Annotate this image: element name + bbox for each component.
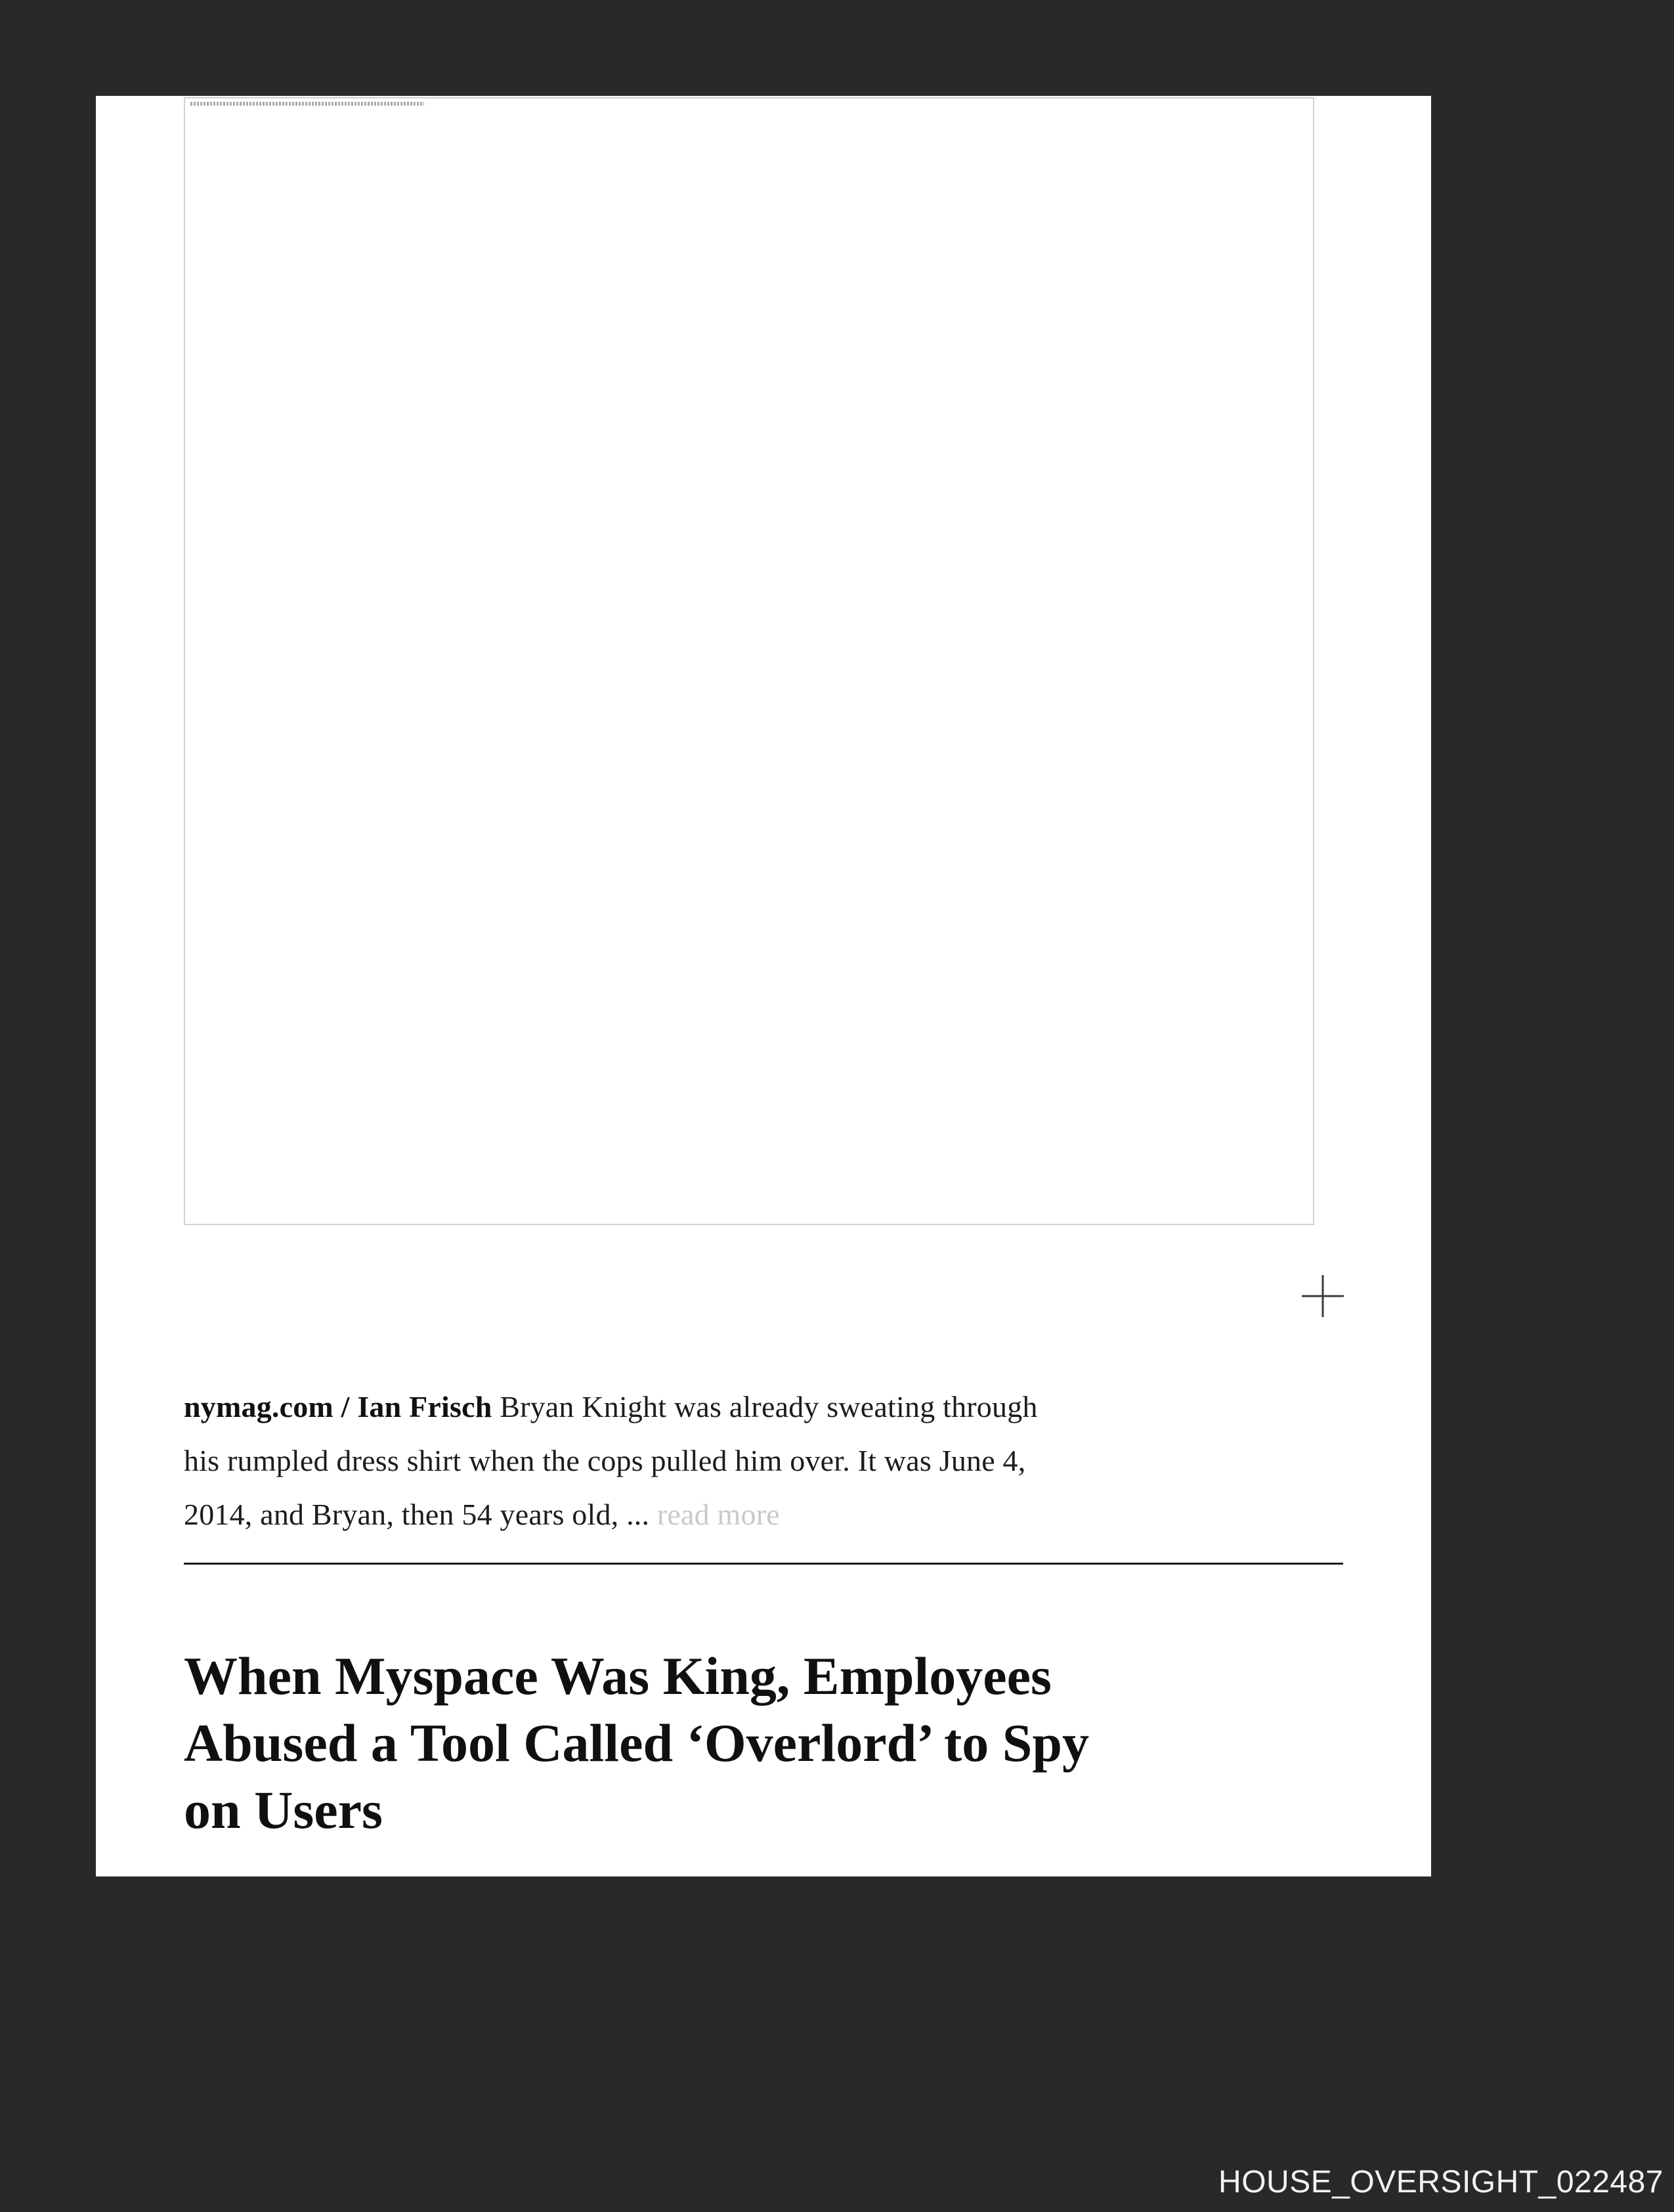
article-card xyxy=(96,96,1431,1876)
source-byline: nymag.com / Ian Frisch xyxy=(184,1390,492,1423)
read-more-link[interactable]: read more xyxy=(656,1498,780,1531)
article-image-placeholder xyxy=(184,97,1314,1225)
excerpt-line3: 2014, and Bryan, then 54 years old, ... xyxy=(184,1498,650,1531)
divider-rule xyxy=(184,1563,1343,1565)
article-headline[interactable] xyxy=(184,1643,1379,1844)
headline-line-2: Abused a Tool Called ‘Overlord’ to Spy xyxy=(184,1713,1089,1773)
image-alt-text xyxy=(190,102,424,106)
article-excerpt xyxy=(184,1380,1352,1542)
headline-line-1: When Myspace Was King, Employees xyxy=(184,1646,1052,1706)
excerpt-line1: Bryan Knight was already sweating through xyxy=(500,1390,1038,1423)
excerpt-line2: his rumpled dress shirt when the cops pulled him over. It was June 4, xyxy=(184,1444,1026,1477)
expand-plus-icon[interactable] xyxy=(1299,1272,1346,1320)
bates-stamp: HOUSE_OVERSIGHT_022487 xyxy=(1218,2165,1663,2200)
headline-line-3: on Users xyxy=(184,1780,383,1840)
